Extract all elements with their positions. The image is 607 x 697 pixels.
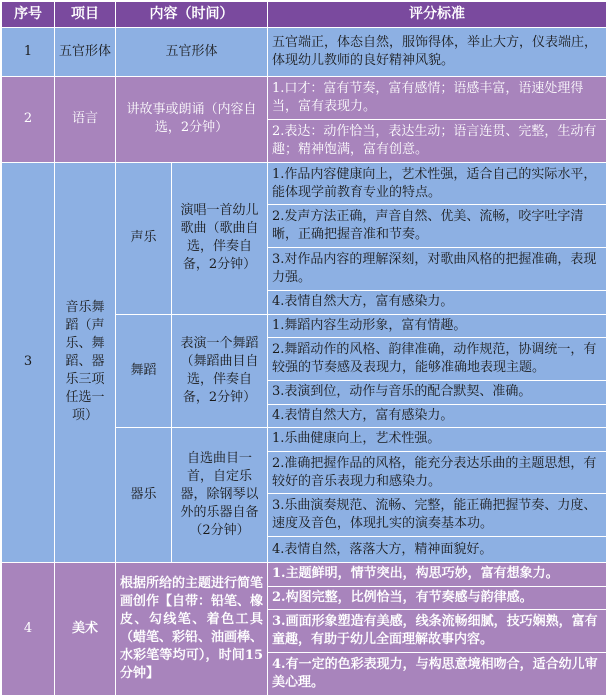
header-criteria: 评分标准 bbox=[268, 2, 607, 28]
row-number: 2 bbox=[2, 76, 55, 162]
criteria-item: 4.有一定的色彩表现力，与构思意境相吻合，适合幼儿审美心理。 bbox=[268, 652, 607, 695]
sub-item-dance: 舞蹈 bbox=[116, 314, 172, 427]
criteria-item: 3.画面形象塑造有美感，线条流畅细腻，技巧娴熟，富有童趣，有助于幼儿全面理解故事内容。 bbox=[268, 610, 607, 653]
row-content: 讲故事或朗诵（内容自选，2分钟） bbox=[116, 76, 268, 162]
criteria-item: 4.表情自然大方，富有感染力。 bbox=[268, 404, 607, 428]
criteria-item: 2.发声方法正确，声音自然、优美、流畅，咬字吐字清晰，正确把握音准和节奏。 bbox=[268, 205, 607, 248]
row-content: 根据所给的主题进行简笔画创作【自带：铅笔、橡皮、勾线笔、着色工具（蜡笔、彩铅、油画棒、水彩笔等均可），时间15分钟】 bbox=[116, 563, 268, 696]
row-content: 五官形体 bbox=[116, 27, 268, 76]
row-item: 音乐舞蹈（声乐、舞蹈、器乐三项任选一项） bbox=[55, 162, 116, 562]
criteria-item: 1.作品内容健康向上，艺术性强，适合自己的实际水平，能体现学前教育专业的特点。 bbox=[268, 162, 607, 205]
criteria-item: 2.构图完整，比例恰当，有节奏感与韵律感。 bbox=[268, 586, 607, 610]
header-item: 项目 bbox=[55, 2, 116, 28]
row-criteria: 五官端正，体态自然，服饰得体，举止大方，仪表端庄，体现幼儿教师的良好精神风貌。 bbox=[268, 27, 607, 76]
sub-item-instrument: 器乐 bbox=[116, 428, 172, 563]
row-item: 美术 bbox=[55, 563, 116, 696]
row-item: 五官形体 bbox=[55, 27, 116, 76]
criteria-item: 2.表达：动作恰当，表达生动；语言连贯、完整，生动有趣；精神饱满，富有创意。 bbox=[268, 119, 607, 162]
criteria-item: 4.表情自然，落落大方，精神面貌好。 bbox=[268, 537, 607, 563]
table-row bbox=[2, 563, 607, 587]
row-number: 4 bbox=[2, 563, 55, 696]
criteria-item: 4.表情自然大方，富有感染力。 bbox=[268, 291, 607, 315]
table-row bbox=[2, 27, 607, 76]
scoring-table bbox=[1, 1, 607, 696]
criteria-item: 3.对作品内容的理解深刻，对歌曲风格的把握准确，表现力强。 bbox=[268, 248, 607, 291]
table-row bbox=[2, 76, 607, 119]
row-item: 语言 bbox=[55, 76, 116, 162]
header-content: 内容（时间） bbox=[116, 2, 268, 28]
sub-content-vocal: 演唱一首幼儿歌曲（歌曲自选，伴奏自备，2分钟） bbox=[172, 162, 268, 314]
table-row bbox=[2, 162, 607, 205]
criteria-item: 3.乐曲演奏规范、流畅、完整，能正确把握节奏、力度、速度及音色，体现扎实的演奏基本功。 bbox=[268, 494, 607, 537]
header-no: 序号 bbox=[2, 2, 55, 28]
row-number: 1 bbox=[2, 27, 55, 76]
sub-content-instrument: 自选曲目一首，自定乐器，除钢琴以外的乐器自备（2分钟） bbox=[172, 428, 268, 563]
criteria-item: 1.乐曲健康向上，艺术性强。 bbox=[268, 428, 607, 452]
criteria-item: 1.舞蹈内容生动形象，富有情趣。 bbox=[268, 314, 607, 338]
row-number: 3 bbox=[2, 162, 55, 562]
sub-content-dance: 表演一个舞蹈（舞蹈曲目自选，伴奏自备，2分钟） bbox=[172, 314, 268, 427]
criteria-item: 2.舞蹈动作的风格、韵律准确，动作规范，协调统一，有较强的节奏感及表现力，能够准确地表现主题。 bbox=[268, 338, 607, 381]
criteria-item: 2.准确把握作品的风格，能充分表达乐曲的主题思想，有较好的音乐表现力和感染力。 bbox=[268, 451, 607, 494]
criteria-item: 1.主题鲜明，情节突出，构思巧妙，富有想象力。 bbox=[268, 563, 607, 587]
sub-item-vocal: 声乐 bbox=[116, 162, 172, 314]
criteria-item: 3.表演到位，动作与音乐的配合默契、准确。 bbox=[268, 381, 607, 405]
criteria-item: 1.口才：富有节奏，富有感情；语感丰富，语速处理得当，富有表现力。 bbox=[268, 76, 607, 119]
table-header-row bbox=[2, 2, 607, 28]
